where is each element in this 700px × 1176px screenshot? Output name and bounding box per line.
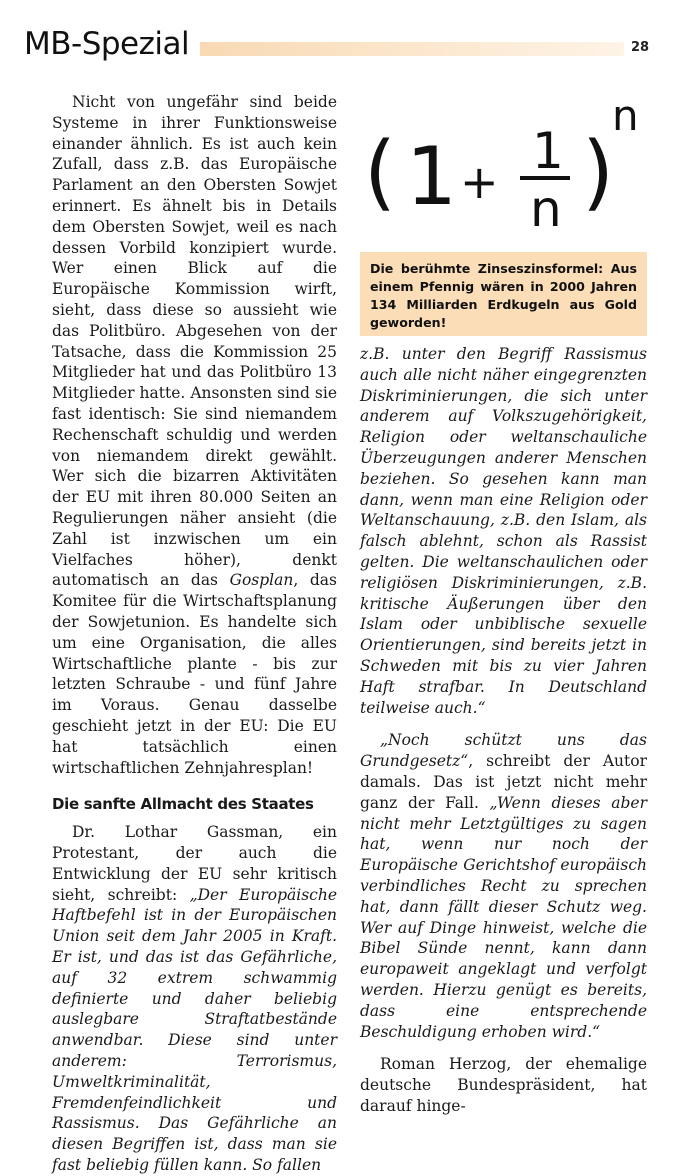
section-title: MB-Spezial	[24, 26, 190, 62]
paragraph-text: Nicht von ungefähr sind beide Systeme in ihrer Funktionsweise einander ähnlich. Es ist auch kein Zufall, dass z.B. das Europäische Parlament an den Obersten Sowjet erinnert. Es ähnelt bis in Details dem Obersten Sowjet, weil es nach dessen Vorbild konzipiert wurde. Wer einen Blick auf die Europäische Kommission wirft, sieht, dass diese so aussieht wie das Politbüro. Abgesehen von der Tatsache, dass die Kommission 25 Mitglieder hat und das Politbüro 13 Mitglieder hatte. Ansonsten sind sie fast identisch: Sie sind niemandem Rechenschaft schuldig und werden von niemandem direkt gewählt. Wer sich die bizarren Aktivitäten der EU mit ihren 80.000 Seiten an Regulierungen näher ansieht (die Zahl ist inzwischen um ein Vielfaches höher), denkt automatisch an das	[52, 93, 337, 590]
paragraph	[52, 92, 337, 778]
page-number: 28	[631, 40, 650, 55]
paragraph	[360, 344, 647, 718]
quoted-text: „Der Europäische Haftbefehl ist in der Europäischen Union seit dem Jahr 2005 in Kraft. Er ist, und das ist das Gefährliche, auf 32 extrem schwammig definierte und daher beliebig auslegbare Straftatbestände anwendbar. Diese sind unter anderem: Terrorismus, Umweltkriminalität, Fremdenfeindlichkeit und Rassismus. Das Gefährliche an diesen Begriffen ist, dass man sie fast beliebig füllen kann. So fallen	[52, 885, 337, 1175]
page-header	[0, 0, 700, 80]
right-paren: )	[582, 125, 614, 220]
formula-caption: Die berühmte Zinseszinsformel: Aus einem Pfennig wären in 2000 Jahren 134 Milliarden Erdkugeln aus Gold geworden!	[370, 261, 637, 330]
paragraph-text: , schreibt der Autor damals. Das ist jetzt nicht mehr ganz der Fall.	[360, 752, 647, 812]
paragraph	[360, 730, 647, 1042]
header-accent-bar	[200, 42, 624, 56]
left-paren: (	[364, 125, 396, 220]
formula-base: 1	[406, 130, 457, 223]
quoted-text: „Wenn dieses aber nicht mehr Letztgültiges zu sagen hat, wenn nur noch der Europäische Gerichtshof europäisch verbindliches Recht zu sprechen hat, dann fällt dieser Schutz weg. Wer auf Dinge hinweist, welche die Bibel Sünde nennt, kann dann europaweit angeklagt und verfolgt werden. Hierzu genügt es bereits, dass eine entsprechende Beschuldigung erhoben wird.“	[360, 793, 647, 1041]
fraction-numerator: 1	[532, 122, 564, 180]
paragraph-text: Dr. Lothar Gassman, ein Protestant, der auch die Entwicklung der EU sehr kritisch sieht, schreibt:	[52, 823, 337, 904]
subheading: Die sanfte Allmacht des Staates	[52, 795, 314, 814]
paragraph: Roman Herzog, der ehemalige deutsche Bundespräsident, hat darauf hinge-	[360, 1055, 647, 1115]
paragraph	[52, 822, 337, 1176]
fraction-denominator: n	[530, 180, 562, 238]
italic-term: Gosplan	[229, 571, 294, 590]
paragraph-text: , das Komitee für die Wirtschaftsplanung der Sowjetunion. Es handelte sich um eine Organisation, die alles Wirtschaftliche plante - bis zur letzten Schraube - und fünf Jahre im Voraus. Genau dasselbe geschieht jetzt in der EU: Die EU hat tatsächlich einen wirtschaftlichen Zehnjahresplan!	[52, 571, 337, 777]
formula-caption-box	[360, 252, 647, 336]
right-text-column	[360, 344, 647, 1117]
formula-exponent: n	[612, 92, 639, 140]
quoted-text: z.B. unter den Begriff Rassismus auch alle nicht näher eingegrenzten Diskriminierungen, die sich unter anderem auf Volkszugehörigkeit, Religion oder weltanschauliche Überzeugungen anderer Menschen beziehen. So gesehen kann man dann, wenn man eine Religion oder Weltanschauung, z.B. den Islam, als falsch ablehnt, schon als Rassist gelten. Die weltanschaulichen oder religiösen Diskriminierungen, z.B. kritische Äußerungen über den Islam oder unbiblische sexuelle Orientierungen, sind bereits jetzt in Schweden mit bis zu vier Jahren Haft strafbar. In Deutschland teilweise auch.“	[360, 345, 647, 717]
formula-graphic	[360, 92, 647, 242]
left-text-column	[52, 92, 337, 1176]
quoted-text: „Noch schützt uns das Grundgesetz“	[360, 731, 647, 771]
compound-interest-formula	[360, 92, 647, 242]
formula-plus: +	[460, 155, 499, 209]
